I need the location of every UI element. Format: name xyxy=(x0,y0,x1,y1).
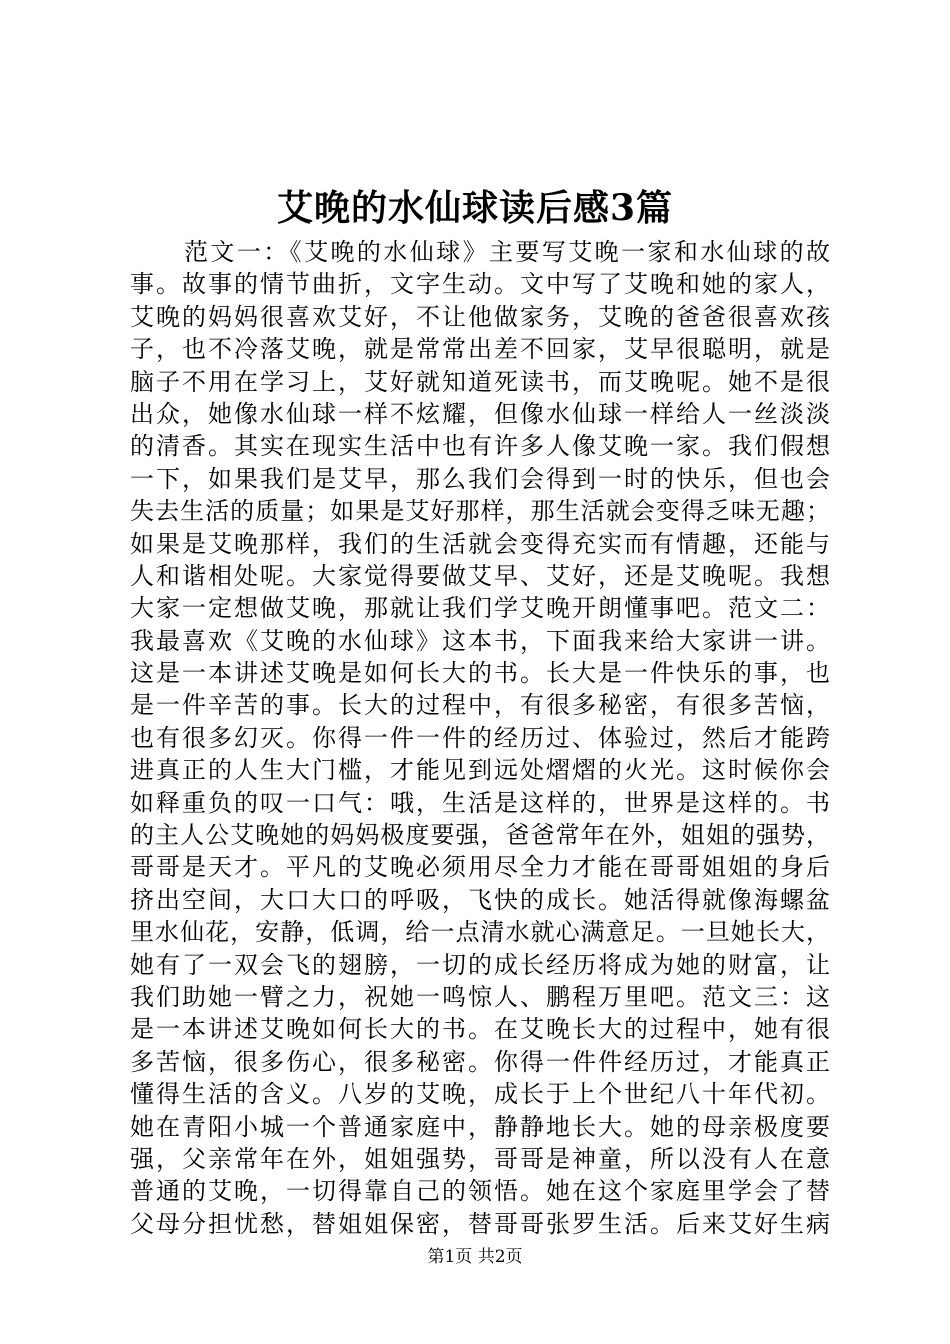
text-line: 大家一定想做艾晚，那就让我们学艾晚开朗懂事吧。范文二： xyxy=(130,594,830,623)
text-line: 进真正的人生大门槛，才能见到远处熠熠的火光。这时候你会 xyxy=(130,756,830,785)
document-body xyxy=(130,236,830,1240)
text-line: 如释重负的叹一口气：哦，生活是这样的，世界是这样的。书 xyxy=(130,788,830,817)
text-line: 父母分担忧愁，替姐姐保密，替哥哥张罗生活。后来艾好生病 xyxy=(130,1209,830,1238)
text-line: 普通的艾晚，一切得靠自己的领悟。她在这个家庭里学会了替 xyxy=(130,1177,830,1206)
text-line: 是一本讲述艾晚如何长大的书。在艾晚长大的过程中，她有很 xyxy=(130,1015,830,1044)
text-line: 她在青阳小城一个普通家庭中，静静地长大。她的母亲极度要 xyxy=(130,1112,830,1141)
text-line: 我们助她一臂之力，祝她一鸣惊人、鹏程万里吧。范文三：这 xyxy=(130,982,830,1011)
text-line: 如果是艾晚那样，我们的生活就会变得充实而有情趣，还能与 xyxy=(130,529,830,558)
text-line: 范文一：《艾晚的水仙球》主要写艾晚一家和水仙球的故 xyxy=(184,238,830,266)
text-line: 事。故事的情节曲折，文字生动。文中写了艾晚和她的家人， xyxy=(130,270,830,299)
text-line: 哥哥是天才。平凡的艾晚必须用尽全力才能在哥哥姐姐的身后 xyxy=(130,853,830,882)
document-title: 艾晚的水仙球读后感3篇 xyxy=(276,187,674,229)
text-line: 失去生活的质量；如果是艾好那样，那生活就会变得乏味无趣； xyxy=(130,497,830,526)
text-line: 一下，如果我们是艾早，那么我们会得到一时的快乐，但也会 xyxy=(130,464,830,493)
text-line: 也有很多幻灭。你得一件一件的经历过、体验过，然后才能跨 xyxy=(130,723,830,752)
page-footer: 第1页 共2页 xyxy=(427,1247,523,1267)
text-line: 这是一本讲述艾晚是如何长大的书。长大是一件快乐的事，也 xyxy=(130,659,830,688)
text-line: 多苦恼，很多伤心，很多秘密。你得一件件经历过，才能真正 xyxy=(130,1047,830,1076)
text-line: 的清香。其实在现实生活中也有许多人像艾晚一家。我们假想 xyxy=(130,432,830,461)
text-line: 艾晚的妈妈很喜欢艾好，不让他做家务，艾晚的爸爸很喜欢孩 xyxy=(130,302,830,331)
text-line: 我最喜欢《艾晚的水仙球》这本书，下面我来给大家讲一讲。 xyxy=(130,626,830,655)
text-line: 人和谐相处呢。大家觉得要做艾早、艾好，还是艾晚呢。我想 xyxy=(130,561,830,590)
text-line: 里水仙花，安静，低调，给一点清水就心满意足。一旦她长大， xyxy=(130,918,830,947)
text-line: 挤出空间，大口大口的呼吸，飞快的成长。她活得就像海螺盆 xyxy=(130,885,830,914)
text-line: 脑子不用在学习上，艾好就知道死读书，而艾晚呢。她不是很 xyxy=(130,367,830,396)
text-line: 子，也不冷落艾晚，就是常常出差不回家，艾早很聪明，就是 xyxy=(130,335,830,364)
text-line: 懂得生活的含义。八岁的艾晚，成长于上个世纪八十年代初。 xyxy=(130,1080,830,1109)
text-line: 她有了一双会飞的翅膀，一切的成长经历将成为她的财富，让 xyxy=(130,950,830,979)
text-line: 强，父亲常年在外，姐姐强势，哥哥是神童，所以没有人在意 xyxy=(130,1144,830,1173)
text-line: 的主人公艾晚她的妈妈极度要强，爸爸常年在外，姐姐的强势， xyxy=(130,821,830,850)
text-line: 出众，她像水仙球一样不炫耀，但像水仙球一样给人一丝淡淡 xyxy=(130,399,830,428)
text-line: 是一件辛苦的事。长大的过程中，有很多秘密，有很多苦恼， xyxy=(130,691,830,720)
